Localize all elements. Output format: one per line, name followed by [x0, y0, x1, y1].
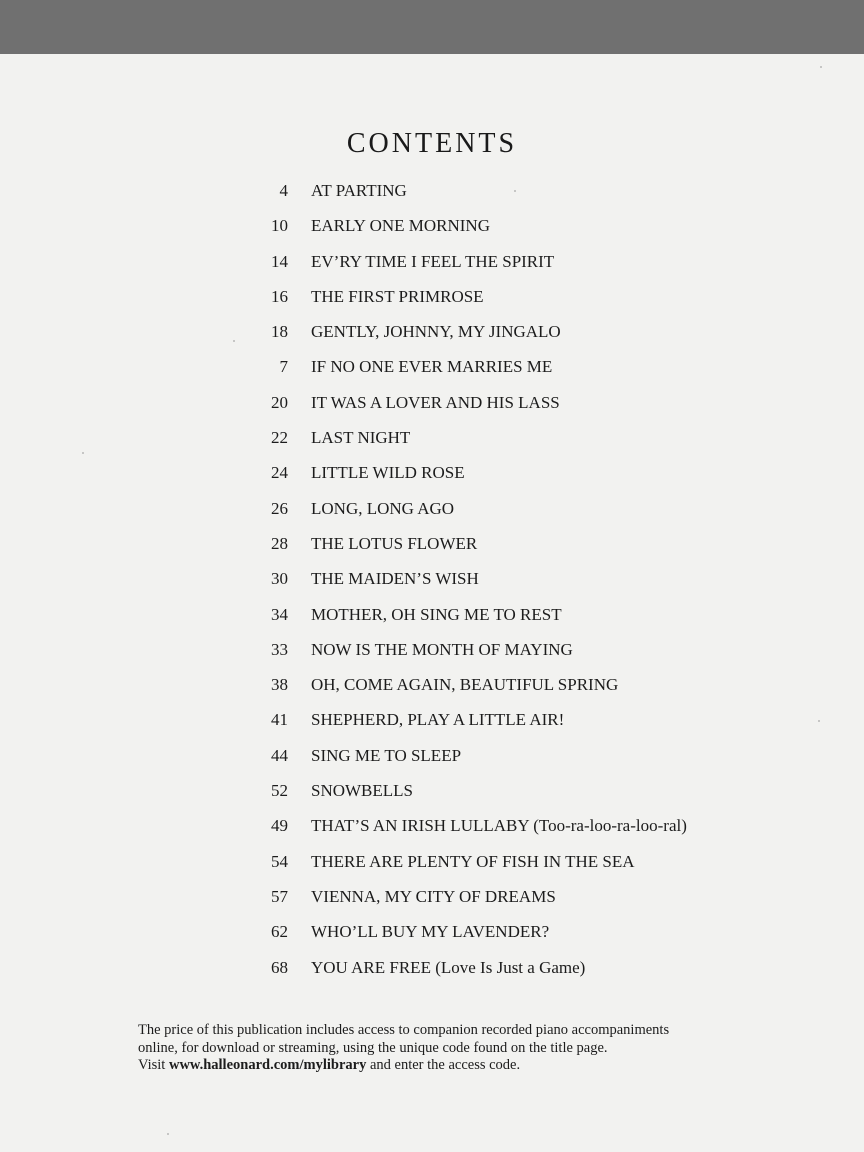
page-title: CONTENTS [346, 128, 518, 159]
toc-song-title: IT WAS A LOVER AND HIS LASS [311, 392, 560, 412]
toc-song-title: OH, COME AGAIN, BEAUTIFUL SPRING [311, 675, 619, 695]
toc-page-number: 14 [271, 251, 288, 271]
toc-entry [0, 810, 864, 845]
library-link[interactable]: www.halleonard.com/mylibrary [168, 1057, 367, 1073]
toc-page-number: 20 [271, 392, 288, 412]
toc-page-number: 4 [279, 181, 288, 200]
footer-note [138, 1022, 758, 1075]
toc-entry [0, 704, 864, 739]
toc-page-number: 30 [271, 569, 288, 589]
paper-speck [820, 66, 822, 68]
paper-speck [818, 720, 820, 722]
toc-song-title: EARLY ONE MORNING [311, 216, 490, 236]
footer-line-1: The price of this publication includes access to companion recorded piano accompaniments [138, 1022, 670, 1038]
toc-song-title: MOTHER, OH SING ME TO REST [311, 604, 562, 624]
toc-song-title: SING ME TO SLEEP [311, 745, 462, 765]
toc-song-title: WHO’LL BUY MY LAVENDER? [311, 922, 550, 942]
toc-song-title: THE LOTUS FLOWER [311, 533, 478, 553]
toc-entry [0, 387, 864, 422]
toc-page-number: 41 [271, 710, 288, 730]
toc-entry [0, 493, 864, 528]
toc-page-number: 68 [271, 957, 288, 977]
toc-song-title: LAST NIGHT [311, 428, 411, 448]
toc-song-title: YOU ARE FREE (Love Is Just a Game) [311, 957, 586, 977]
toc-song-title: NOW IS THE MONTH OF MAYING [311, 639, 573, 659]
toc-song-title: SNOWBELLS [311, 781, 413, 801]
toc-entry [0, 246, 864, 281]
toc-entry [0, 599, 864, 634]
toc-entry [0, 281, 864, 316]
toc-entry [0, 351, 864, 386]
toc-entry [0, 210, 864, 245]
toc-page-number: 34 [271, 604, 288, 624]
toc-entry [0, 175, 864, 210]
toc-song-title: LONG, LONG AGO [311, 498, 455, 518]
paper-speck [82, 452, 84, 454]
toc-page-number: 18 [271, 322, 288, 342]
toc-page-number: 24 [271, 463, 288, 483]
footer-visit-prefix: Visit [138, 1057, 169, 1073]
toc-entry [0, 528, 864, 563]
toc-page-number: 57 [271, 886, 288, 906]
paper-speck [233, 340, 235, 342]
toc-song-title: THAT’S AN IRISH LULLABY (Too-ra-loo-ra-loo-ral) [311, 816, 687, 836]
toc-page-number: 26 [271, 498, 288, 518]
toc-song-title: THERE ARE PLENTY OF FISH IN THE SEA [311, 851, 635, 871]
toc-song-title: VIENNA, MY CITY OF DREAMS [311, 886, 556, 906]
toc-song-title: GENTLY, JOHNNY, MY JINGALO [311, 322, 561, 342]
toc-page-number: 44 [271, 745, 288, 765]
footer-line-3 [138, 1057, 758, 1075]
toc-song-title: THE MAIDEN’S WISH [311, 569, 479, 589]
toc-entry [0, 457, 864, 492]
toc-entry [0, 422, 864, 457]
toc-entry [0, 881, 864, 916]
paper-speck [167, 1133, 169, 1135]
toc-entry [0, 952, 864, 987]
toc-song-title: IF NO ONE EVER MARRIES ME [311, 357, 553, 377]
toc-page-number: 62 [271, 922, 288, 942]
top-bar [0, 0, 864, 54]
toc-page-number: 10 [271, 216, 288, 236]
toc-song-title: THE FIRST PRIMROSE [311, 286, 484, 306]
toc-page-number: 7 [279, 357, 288, 377]
toc-page-number: 38 [271, 675, 288, 695]
footer-visit-suffix: and enter the access code. [366, 1057, 521, 1073]
toc-entry [0, 563, 864, 598]
toc-page-number: 52 [271, 781, 288, 801]
toc-page-number: 54 [271, 851, 288, 871]
toc-page-number: 33 [271, 639, 288, 659]
toc-entry [0, 634, 864, 669]
toc-entry [0, 916, 864, 951]
paper-speck [514, 190, 516, 192]
toc-entry [0, 669, 864, 704]
toc-entry [0, 316, 864, 351]
toc-song-title: AT PARTING [311, 181, 407, 200]
contents-list [0, 175, 864, 987]
toc-page-number: 16 [271, 286, 288, 306]
toc-page-number: 28 [271, 533, 288, 553]
toc-song-title: LITTLE WILD ROSE [311, 463, 465, 483]
toc-entry [0, 740, 864, 775]
footer-line-2: online, for download or streaming, using the unique code found on the title page. [138, 1039, 608, 1056]
toc-song-title: EV’RY TIME I FEEL THE SPIRIT [311, 251, 555, 271]
toc-page-number: 22 [271, 428, 288, 448]
toc-page-number: 49 [271, 816, 288, 836]
toc-entry [0, 775, 864, 810]
toc-entry [0, 846, 864, 881]
toc-song-title: SHEPHERD, PLAY A LITTLE AIR! [311, 710, 565, 730]
